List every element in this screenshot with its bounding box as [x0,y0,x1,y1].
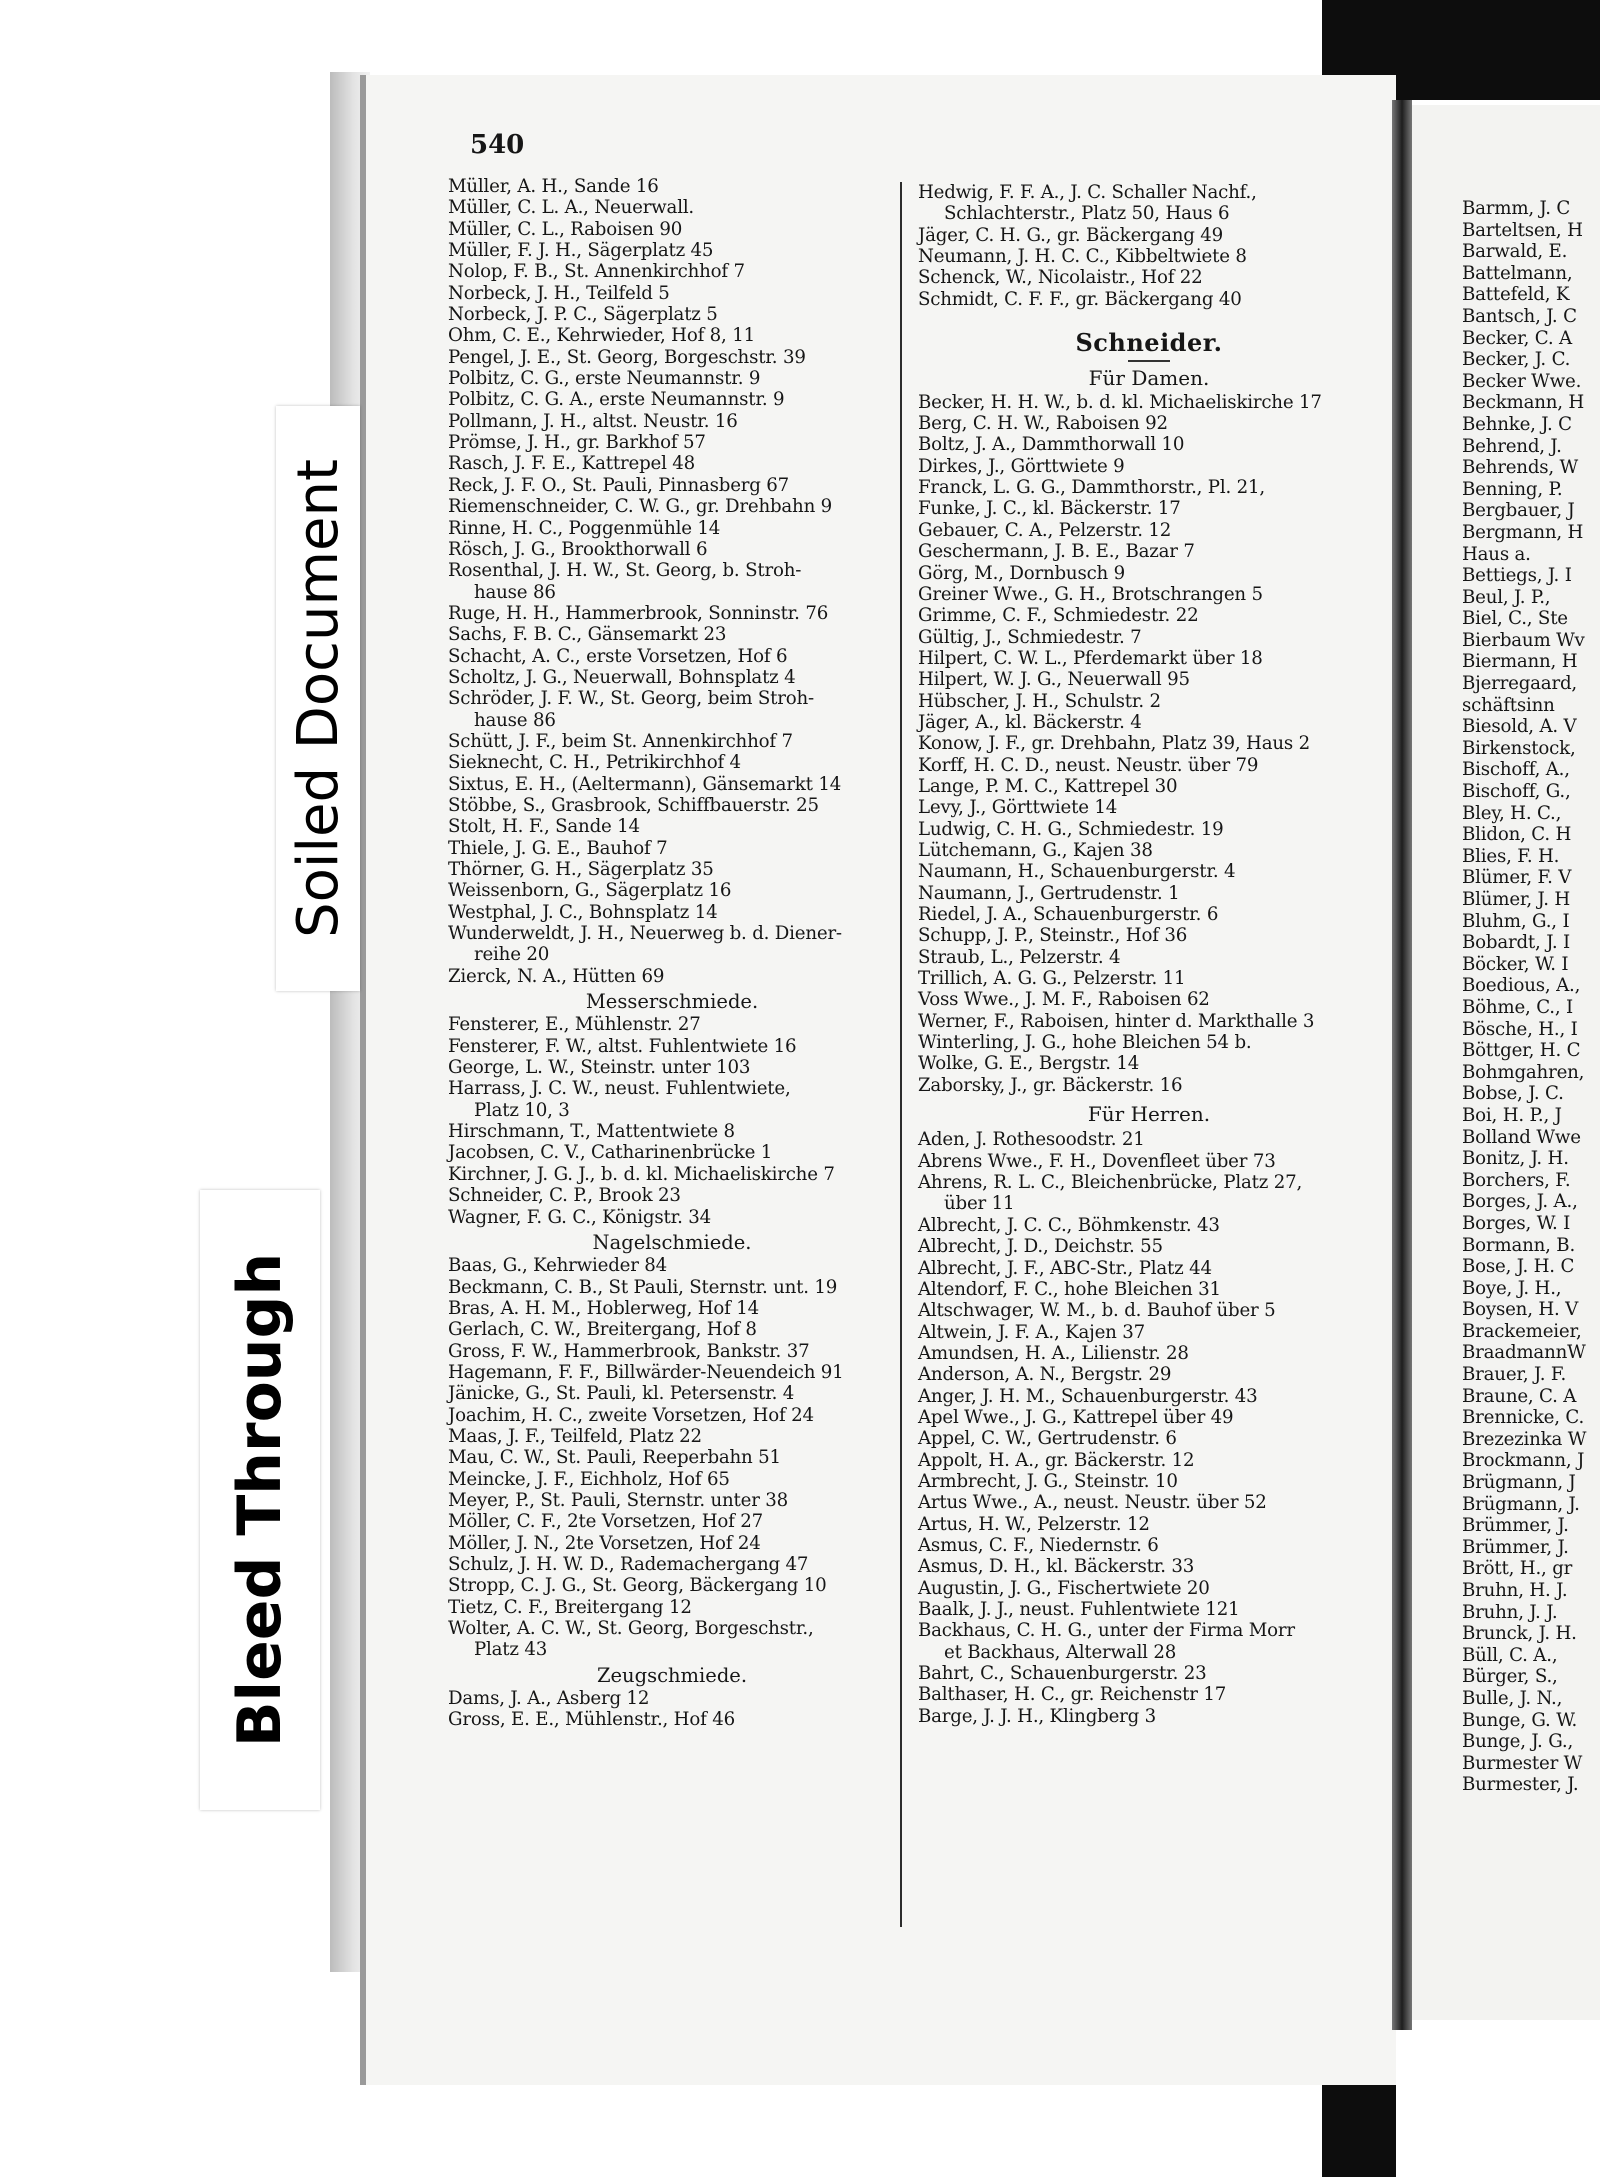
facing-page-entry: Becker Wwe. [1462,370,1582,392]
directory-entry: Schmidt, C. F. F., gr. Bäckergang 40 [918,288,1242,310]
directory-entry: Naumann, J., Gertrudenstr. 1 [918,882,1180,904]
facing-page-entry: Bierbaum Wv [1462,629,1585,651]
facing-page-entry: Becker, J. C. [1462,349,1571,371]
directory-entry: Schulz, J. H. W. D., Rademachergang 47 [448,1554,809,1575]
directory-entry: Konow, J. F., gr. Drehbahn, Platz 39, Haus 2 [918,733,1310,755]
facing-page-entry: Bergbauer, J [1462,500,1575,522]
directory-entry: Gerlach, C. W., Breitergang, Hof 8 [448,1319,757,1341]
facing-page-entry: Blümer, F. V [1462,867,1572,889]
directory-entry: Schütt, J. F., beim St. Annenkirchhof 7 [448,730,793,752]
directory-entry-continuation: Platz 10, 3 [474,1099,570,1121]
directory-entry: Riedel, J. A., Schauenburgerstr. 6 [918,904,1219,925]
directory-entry: Norbeck, J. H., Teilfeld 5 [448,282,670,304]
directory-entry: Müller, C. L., Raboisen 90 [448,218,683,240]
facing-page-entry: Beul, J. P., [1462,586,1551,608]
directory-entry: Korff, H. C. D., neust. Neustr. über 79 [918,754,1259,776]
directory-entry: Schupp, J. P., Steinstr., Hof 36 [918,925,1188,947]
directory-entry: Hagemann, F. F., Billwärder-Neuendeich 91 [448,1361,844,1383]
directory-entry: Jänicke, G., St. Pauli, kl. Petersenstr. 4 [448,1383,795,1405]
facing-page-entry: Brügmann, J. [1462,1493,1580,1515]
directory-entry: Polbitz, C. G. A., erste Neumannstr. 9 [448,389,785,411]
directory-entry: Zaborsky, J., gr. Bäckerstr. 16 [918,1074,1183,1096]
directory-entry: Fensterer, E., Mühlenstr. 27 [448,1014,701,1036]
directory-entry: Wunderweldt, J. H., Neuerweg b. d. Diener- [448,923,842,945]
directory-entry: Funke, J. C., kl. Bäckerstr. 17 [918,498,1181,520]
directory-entry: Riemenschneider, C. W. G., gr. Drehbahn 9 [448,496,833,518]
facing-page-entry: Büll, C. A., [1462,1644,1558,1666]
facing-page-entry: Brümmer, J. [1462,1536,1569,1558]
facing-page-entry: Bulle, J. N., [1462,1687,1563,1709]
directory-entry: Albrecht, J. D., Deichstr. 55 [918,1236,1163,1258]
book-gutter [1392,100,1412,2030]
facing-page-entry: Böhme, C., I [1462,996,1573,1018]
directory-entry: Winterling, J. G., hohe Bleichen 54 b. [918,1032,1252,1054]
facing-page-entry: Behnke, J. C [1462,413,1572,435]
facing-page-entry: Brügmann, J [1462,1472,1576,1494]
directory-entry: Wolke, G. E., Bergstr. 14 [918,1053,1140,1075]
directory-entry: Stolt, H. F., Sande 14 [448,816,640,838]
directory-entry: Altendorf, F. C., hohe Bleichen 31 [918,1278,1221,1300]
facing-page-entry: Behrend, J. [1462,435,1562,457]
directory-entry: Straub, L., Pelzerstr. 4 [918,946,1121,968]
directory-entry: Schneider, C. P., Brook 23 [448,1185,681,1207]
facing-page-entry: Bose, J. H. C [1462,1256,1575,1278]
directory-entry: Sachs, F. B. C., Gänsemarkt 23 [448,624,727,646]
directory-entry: Armbrecht, J. G., Steinstr. 10 [918,1470,1178,1492]
directory-entry-continuation: reihe 20 [474,944,550,966]
directory-entry: Altschwager, W. M., b. d. Bauhof über 5 [918,1300,1276,1322]
facing-page-column [1462,198,1600,1796]
directory-entry: Sieknecht, C. H., Petrikirchhof 4 [448,752,741,774]
heading-rule [1128,360,1170,362]
directory-entry: Rösch, J. G., Brookthorwall 6 [448,538,708,560]
soiled-document-label [276,406,360,991]
soiled-document-text: Soiled Document [285,459,351,938]
facing-page-entry: Bonitz, J. H. [1462,1148,1569,1170]
directory-entry: Joachim, H. C., zweite Vorsetzen, Hof 24 [448,1404,814,1426]
facing-page-entry: Biel, C., Ste [1462,608,1568,630]
facing-page-entry: Barmm, J. C [1462,198,1571,219]
section-heading: Zeugschmiede. [596,1663,748,1687]
facing-page-entry: Birkenstock, [1462,737,1576,759]
facing-page-entry: Burmester, J. [1462,1774,1579,1796]
directory-entry: George, L. W., Steinstr. unter 103 [448,1057,751,1079]
directory-entry: Jäger, A., kl. Bäckerstr. 4 [918,711,1142,733]
directory-entry: Lange, P. M. C., Kattrepel 30 [918,775,1178,797]
directory-entry: Grimme, C. F., Schmiedestr. 22 [918,605,1199,627]
facing-page-entry: Brockmann, J [1462,1450,1585,1472]
section-heading: Messerschmiede. [585,990,759,1014]
directory-entry: Neumann, J. H. C. C., Kibbeltwiete 8 [918,246,1247,268]
directory-entry: Altwein, J. F. A., Kajen 37 [918,1321,1146,1343]
directory-entry: Asmus, C. F., Niedernstr. 6 [918,1534,1159,1556]
facing-page-entry: Boi, H. P., J [1462,1104,1562,1126]
facing-page-entry: Boysen, H. V [1462,1299,1579,1321]
directory-entry-continuation: Platz 43 [474,1639,548,1661]
facing-page-entry: Haus a. [1462,543,1531,565]
facing-page-entry: Bruhn, H. J. [1462,1580,1568,1601]
facing-page-entry: Bantsch, J. C [1462,305,1577,327]
directory-entry: Jacobsen, C. V., Catharinenbrücke 1 [448,1142,773,1164]
directory-entry: Gültig, J., Schmiedestr. 7 [918,626,1142,648]
directory-entry: Rosenthal, J. H. W., St. Georg, b. Stroh- [448,560,802,582]
facing-page-entry: Braune, C. A [1462,1385,1577,1407]
directory-entry: Stropp, C. J. G., St. Georg, Bäckergang 10 [448,1575,827,1597]
directory-entry: Müller, C. L. A., Neuerwall. [448,197,695,219]
directory-entry: Nolop, F. B., St. Annenkirchhof 7 [448,261,745,283]
directory-entry: Mau, C. W., St. Pauli, Reeperbahn 51 [448,1447,781,1469]
directory-entry: Westphal, J. C., Bohnsplatz 14 [448,901,718,923]
directory-entry: Prömse, J. H., gr. Barkhof 57 [448,432,706,454]
directory-entry: Polbitz, C. G., erste Neumannstr. 9 [448,368,761,390]
facing-page-entry: Burmester W [1462,1752,1583,1774]
directory-entry: Becker, H. H. W., b. d. kl. Michaeliskirche 17 [918,391,1322,413]
directory-entry: Schacht, A. C., erste Vorsetzen, Hof 6 [448,645,788,667]
facing-page-entry: BraadmannW [1462,1342,1586,1364]
facing-page-entry: Bobardt, J. I [1462,932,1571,954]
directory-entry: Lütchemann, G., Kajen 38 [918,839,1153,861]
directory-entry: Levy, J., Görttwiete 14 [918,797,1118,819]
directory-entry: Thörner, G. H., Sägerplatz 35 [448,859,714,880]
facing-page-entry: Bösche, H., I [1462,1018,1578,1040]
facing-page-entry: Bley, H. C., [1462,802,1562,824]
directory-entry: Rinne, H. C., Poggenmühle 14 [448,517,721,539]
directory-entry: Anger, J. H. M., Schauenburgerstr. 43 [918,1385,1258,1407]
facing-page-entry: Bunge, J. G., [1462,1731,1574,1753]
directory-entry: Beckmann, C. B., St Pauli, Sternstr. unt. 19 [448,1276,838,1298]
directory-entry: Rasch, J. F. E., Kattrepel 48 [448,453,696,475]
directory-entry: Schröder, J. F. W., St. Georg, beim Stroh- [448,688,814,710]
facing-page-entry: Bolland Wwe [1462,1126,1581,1148]
facing-page-entry: Blidon, C. H [1462,824,1572,846]
subsection-heading: Für Damen. [1088,366,1210,391]
facing-page-entry: Böcker, W. I [1462,953,1569,975]
directory-entry: Stöbbe, S., Grasbrook, Schiffbauerstr. 25 [448,794,819,816]
facing-page-entry: Brunck, J. H. [1462,1623,1577,1645]
directory-entry: Tietz, C. F., Breitergang 12 [448,1596,692,1618]
directory-entry: Albrecht, J. F., ABC-Str., Platz 44 [918,1257,1212,1279]
directory-entry: Müller, F. J. H., Sägerplatz 45 [448,240,714,262]
directory-entry: Thiele, J. G. E., Bauhof 7 [448,837,668,859]
directory-entry: Apel Wwe., J. G., Kattrepel über 49 [918,1406,1234,1428]
directory-entry: Geschermann, J. B. E., Bazar 7 [918,541,1195,563]
directory-entry: Möller, J. N., 2te Vorsetzen, Hof 24 [448,1532,761,1554]
directory-entry: Artus, H. W., Pelzerstr. 12 [918,1513,1150,1535]
facing-page-entry: Brennicke, C. [1462,1407,1585,1429]
facing-page-entry: Borchers, F. [1462,1169,1571,1191]
directory-entry: Balthaser, H. C., gr. Reichenstr 17 [918,1684,1227,1706]
directory-entry: Ludwig, C. H. G., Schmiedestr. 19 [918,818,1224,840]
directory-entry: Albrecht, J. C. C., Böhmkenstr. 43 [918,1214,1220,1236]
directory-entry: Hedwig, F. F. A., J. C. Schaller Nachf., [918,182,1257,203]
facing-page-entry: Bunge, G. W. [1462,1709,1578,1731]
directory-entry: Voss Wwe., J. M. F., Raboisen 62 [918,989,1210,1011]
directory-entry: Jäger, C. H. G., gr. Bäckergang 49 [918,224,1224,246]
directory-entry: Anderson, A. N., Bergstr. 29 [918,1364,1172,1386]
facing-page-entry: Biesold, A. V [1462,716,1577,738]
directory-entry-continuation: hause 86 [474,581,556,603]
directory-entry: Harrass, J. C. W., neust. Fuhlentwiete, [448,1078,791,1100]
directory-entry: Appel, C. W., Gertrudenstr. 6 [918,1428,1177,1450]
facing-page-entry: Bischoff, A., [1462,759,1570,781]
directory-entry: Maas, J. F., Teilfeld, Platz 22 [448,1425,702,1447]
facing-page-entry: Brümmer, J. [1462,1515,1569,1537]
facing-page-entry: Bobse, J. C. [1462,1083,1564,1105]
directory-entry-continuation: Schlachterstr., Platz 50, Haus 6 [944,203,1230,225]
facing-page-entry: schäftsinn [1462,694,1555,716]
directory-entry: Hilpert, C. W. L., Pferdemarkt über 18 [918,647,1263,669]
directory-entry-continuation: hause 86 [474,709,556,731]
left-text-column [448,176,896,1731]
facing-page-entry: Blies, F. H. [1462,845,1560,867]
directory-entry: Barge, J. J. H., Klingberg 3 [918,1705,1157,1727]
directory-entry: Norbeck, J. P. C., Sägerplatz 5 [448,304,718,326]
directory-entry: Augustin, J. G., Fischertwiete 20 [918,1577,1210,1599]
directory-entry: Schenck, W., Nicolaistr., Hof 22 [918,267,1203,289]
directory-entry: Pengel, J. E., St. Georg, Borgeschstr. 39 [448,346,806,368]
directory-entry: Pollmann, J. H., altst. Neustr. 16 [448,410,738,432]
facing-page-entry: Brauer, J. F. [1462,1364,1567,1386]
directory-entry: Werner, F., Raboisen, hinter d. Markthalle 3 [918,1010,1315,1032]
facing-page-entry: Bettiegs, J. I [1462,565,1572,587]
directory-entry: Amundsen, H. A., Lilienstr. 28 [918,1342,1189,1364]
facing-page-entry: Battelmann, [1462,262,1573,284]
page-number: 540 [470,130,525,160]
section-heading: Schneider. [1075,328,1223,358]
facing-page-entry: Borges, W. I [1462,1212,1571,1234]
facing-page-entry: Bischoff, G., [1462,781,1571,803]
directory-entry: Bras, A. H. M., Hoblerweg, Hof 14 [448,1297,760,1319]
directory-entry: Dirkes, J., Görttwiete 9 [918,455,1125,477]
facing-page-entry: Becker, C. A [1462,327,1572,349]
facing-page-entry: Bormann, B. [1462,1234,1576,1256]
facing-page-entry: Battefeld, K [1462,284,1570,306]
directory-entry: Baas, G., Kehrwieder 84 [448,1255,668,1277]
directory-entry: Hilpert, W. J. G., Neuerwall 95 [918,669,1190,691]
directory-entry: Möller, C. F., 2te Vorsetzen, Hof 27 [448,1511,764,1533]
facing-page-entry: Benning, P. [1462,478,1563,500]
directory-entry: Scholtz, J. G., Neuerwall, Bohnsplatz 4 [448,666,796,688]
facing-page-entry: Bruhn, J. J. [1462,1601,1558,1623]
directory-entry: Backhaus, C. H. G., unter der Firma Morr [918,1620,1295,1642]
directory-entry: Trillich, A. G. G., Pelzerstr. 11 [918,968,1186,990]
facing-page-entry: Bohmgahren, [1462,1061,1585,1083]
facing-page-entry: Behrends, W [1462,457,1579,479]
directory-entry: Asmus, D. H., kl. Bäckerstr. 33 [918,1556,1195,1578]
directory-entry: Meincke, J. F., Eichholz, Hof 65 [448,1468,730,1490]
directory-entry: Hübscher, J. H., Schulstr. 2 [918,690,1161,712]
directory-entry: Reck, J. F. O., St. Pauli, Pinnasberg 67 [448,474,790,496]
directory-entry: Franck, L. G. G., Dammthorstr., Pl. 21, [918,477,1265,499]
directory-entry: Meyer, P., St. Pauli, Sternstr. unter 38 [448,1489,789,1511]
facing-page-entry: Böttger, H. C [1462,1040,1581,1062]
directory-entry: Ahrens, R. L. C., Bleichenbrücke, Platz 27, [918,1172,1303,1194]
facing-page-entry: Brackemeier, [1462,1320,1582,1342]
directory-entry: Boltz, J. A., Dammthorwall 10 [918,434,1185,456]
directory-entry: Sixtus, E. H., (Aeltermann), Gänsemarkt 14 [448,773,842,795]
right-text-column [918,182,1380,1727]
directory-entry: Weissenborn, G., Sägerplatz 16 [448,880,732,902]
facing-page-entry: Brezezinka W [1462,1428,1587,1450]
directory-entry: Ruge, H. H., Hammerbrook, Sonninstr. 76 [448,602,829,624]
directory-entry: Naumann, H., Schauenburgerstr. 4 [918,861,1236,883]
bleed-through-label [200,1190,320,1810]
directory-entry: Gebauer, C. A., Pelzerstr. 12 [918,519,1172,541]
facing-page-entry: Bürger, S., [1462,1666,1558,1688]
facing-page-entry: Bergmann, H [1462,521,1584,543]
facing-page-entry: Boye, J. H., [1462,1277,1562,1299]
directory-entry: Greiner Wwe., G. H., Brotschrangen 5 [918,583,1263,605]
directory-entry: Kirchner, J. G. J., b. d. kl. Michaeliskirche 7 [448,1163,835,1185]
facing-page-entry: Borges, J. A., [1462,1191,1578,1213]
bleed-through-text: Bleed Through [225,1252,296,1748]
facing-page-entry: Barteltsen, H [1462,219,1583,241]
directory-entry: Aden, J. Rothesoodstr. 21 [918,1129,1145,1151]
directory-entry: Baalk, J. J., neust. Fuhlentwiete 121 [918,1599,1240,1620]
facing-page-entry: Beckmann, H [1462,392,1585,414]
column-divider [900,182,902,1927]
section-heading: Nagelschmiede. [592,1230,752,1254]
facing-page-entry: Bluhm, G., I [1462,910,1570,932]
directory-entry: Appolt, H. A., gr. Bäckerstr. 12 [918,1449,1195,1471]
directory-entry: Gross, F. W., Hammerbrook, Bankstr. 37 [448,1340,810,1362]
directory-entry-continuation: über 11 [944,1193,1015,1215]
directory-entry: Zierck, N. A., Hütten 69 [448,965,665,987]
facing-page-entry: Boedious, A., [1462,975,1581,997]
directory-entry: Ohm, C. E., Kehrwieder, Hof 8, 11 [448,325,755,347]
directory-entry: Abrens Wwe., F. H., Dovenfleet über 73 [918,1150,1276,1172]
facing-page-entry: Biermann, H [1462,651,1578,673]
directory-entry: Hirschmann, T., Mattentwiete 8 [448,1121,735,1143]
directory-entry: Görg, M., Dornbusch 9 [918,562,1126,584]
directory-entry: Gross, E. E., Mühlenstr., Hof 46 [448,1709,735,1731]
directory-entry: Dams, J. A., Asberg 12 [448,1688,650,1710]
facing-page-entry: Blümer, J. H [1462,889,1571,910]
directory-entry: Müller, A. H., Sande 16 [448,176,659,197]
subsection-heading: Für Herren. [1087,1102,1211,1127]
directory-entry: Wolter, A. C. W., St. Georg, Borgeschstr., [448,1618,814,1640]
directory-entry: Artus Wwe., A., neust. Neustr. über 52 [918,1492,1267,1514]
facing-page-entry: Bjerregaard, [1462,673,1577,695]
directory-entry: Wagner, F. G. C., Königstr. 34 [448,1206,711,1228]
facing-page-entry: Barwald, E. [1462,241,1568,263]
directory-entry: Fensterer, F. W., altst. Fuhlentwiete 16 [448,1035,797,1057]
directory-entry: Berg, C. H. W., Raboisen 92 [918,413,1168,435]
facing-page-entry: Brött, H., gr [1462,1558,1573,1580]
directory-entry: Bahrt, C., Schauenburgerstr. 23 [918,1663,1207,1685]
directory-entry-continuation: et Backhaus, Alterwall 28 [944,1641,1177,1663]
